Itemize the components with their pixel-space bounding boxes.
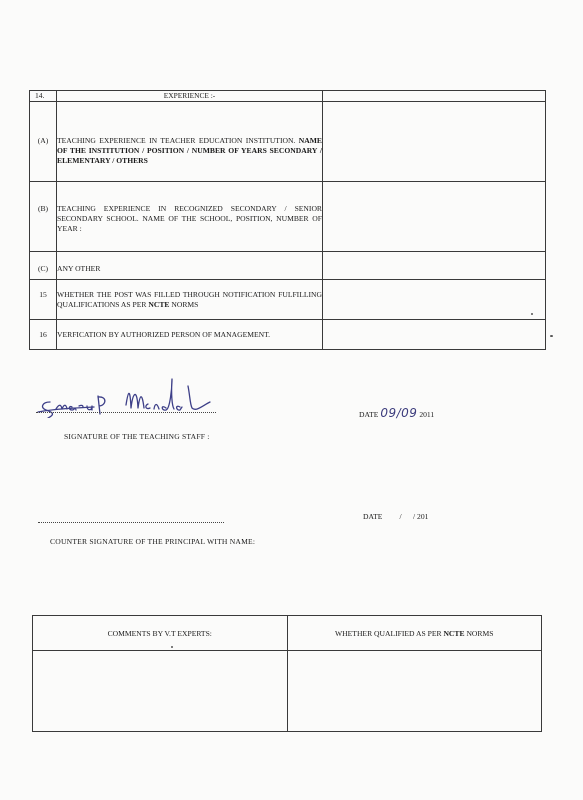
date-year: / 201 <box>413 512 429 521</box>
signature-label: SIGNATURE OF THE TEACHING STAFF : <box>64 432 210 441</box>
row-number: 15 <box>30 280 57 320</box>
answer-cell <box>323 91 546 102</box>
table-row <box>30 182 546 252</box>
counter-signature-line <box>38 522 224 523</box>
counter-date <box>363 512 428 521</box>
scan-speck <box>550 335 553 337</box>
answer-cell <box>323 252 546 280</box>
row-number: (C) <box>30 252 57 280</box>
date-year: 2011 <box>419 410 435 419</box>
signature-line <box>36 412 216 413</box>
table-row <box>30 102 546 182</box>
row-description: TEACHING EXPERIENCE IN RECOGNIZED SECONDARY / SENIOR SECONDARY SCHOOL. NAME OF THE SCHOOL, POSITION, NUMBER OF YEAR : <box>57 182 323 252</box>
scan-speck <box>171 646 173 648</box>
experience-heading: EXPERIENCE :- <box>57 91 323 102</box>
row-description <box>57 102 323 182</box>
comments-table <box>32 615 542 732</box>
row-number: (B) <box>30 182 57 252</box>
answer-cell <box>323 102 546 182</box>
date-label: DATE <box>359 410 379 419</box>
table-row <box>33 651 542 732</box>
table-row <box>30 280 546 320</box>
qualified-cell <box>287 651 542 732</box>
row-number: 14. <box>30 91 57 102</box>
table-row-header <box>30 91 546 102</box>
scan-speck <box>531 313 533 315</box>
comments-heading: COMMENTS BY V.T EXPERTS: <box>33 616 288 651</box>
row-description: ANY OTHER <box>57 252 323 280</box>
date-separator: / <box>399 512 402 521</box>
experience-table <box>29 90 546 350</box>
counter-signature-label: COUNTER SIGNATURE OF THE PRINCIPAL WITH NAME: <box>50 537 256 546</box>
row-description: VERFICATION BY AUTHORIZED PERSON OF MANAGEMENT. <box>57 320 323 350</box>
table-row <box>30 320 546 350</box>
date-label: DATE <box>363 512 383 521</box>
signature-date <box>359 406 434 420</box>
row-number: (A) <box>30 102 57 182</box>
table-row <box>30 252 546 280</box>
answer-cell <box>323 280 546 320</box>
row-description: WHETHER THE POST WAS FILLED THROUGH NOTIFICATION FULFILLING QUALIFICATIONS AS PER NCTE NORMS <box>57 280 323 320</box>
comments-cell <box>33 651 288 732</box>
table-row <box>33 616 542 651</box>
qualified-heading: WHETHER QUALIFIED AS PER NCTE NORMS <box>287 616 542 651</box>
answer-cell <box>323 182 546 252</box>
row-number: 16 <box>30 320 57 350</box>
row-description-text: TEACHING EXPERIENCE IN TEACHER EDUCATION INSTITUTION. NAME OF THE INSTITUTION / POSITION / NUMBER OF YEARS SECONDARY / ELEMENTARY / OTHERS <box>57 136 322 165</box>
date-value: 09/09 <box>380 406 418 420</box>
answer-cell <box>323 320 546 350</box>
